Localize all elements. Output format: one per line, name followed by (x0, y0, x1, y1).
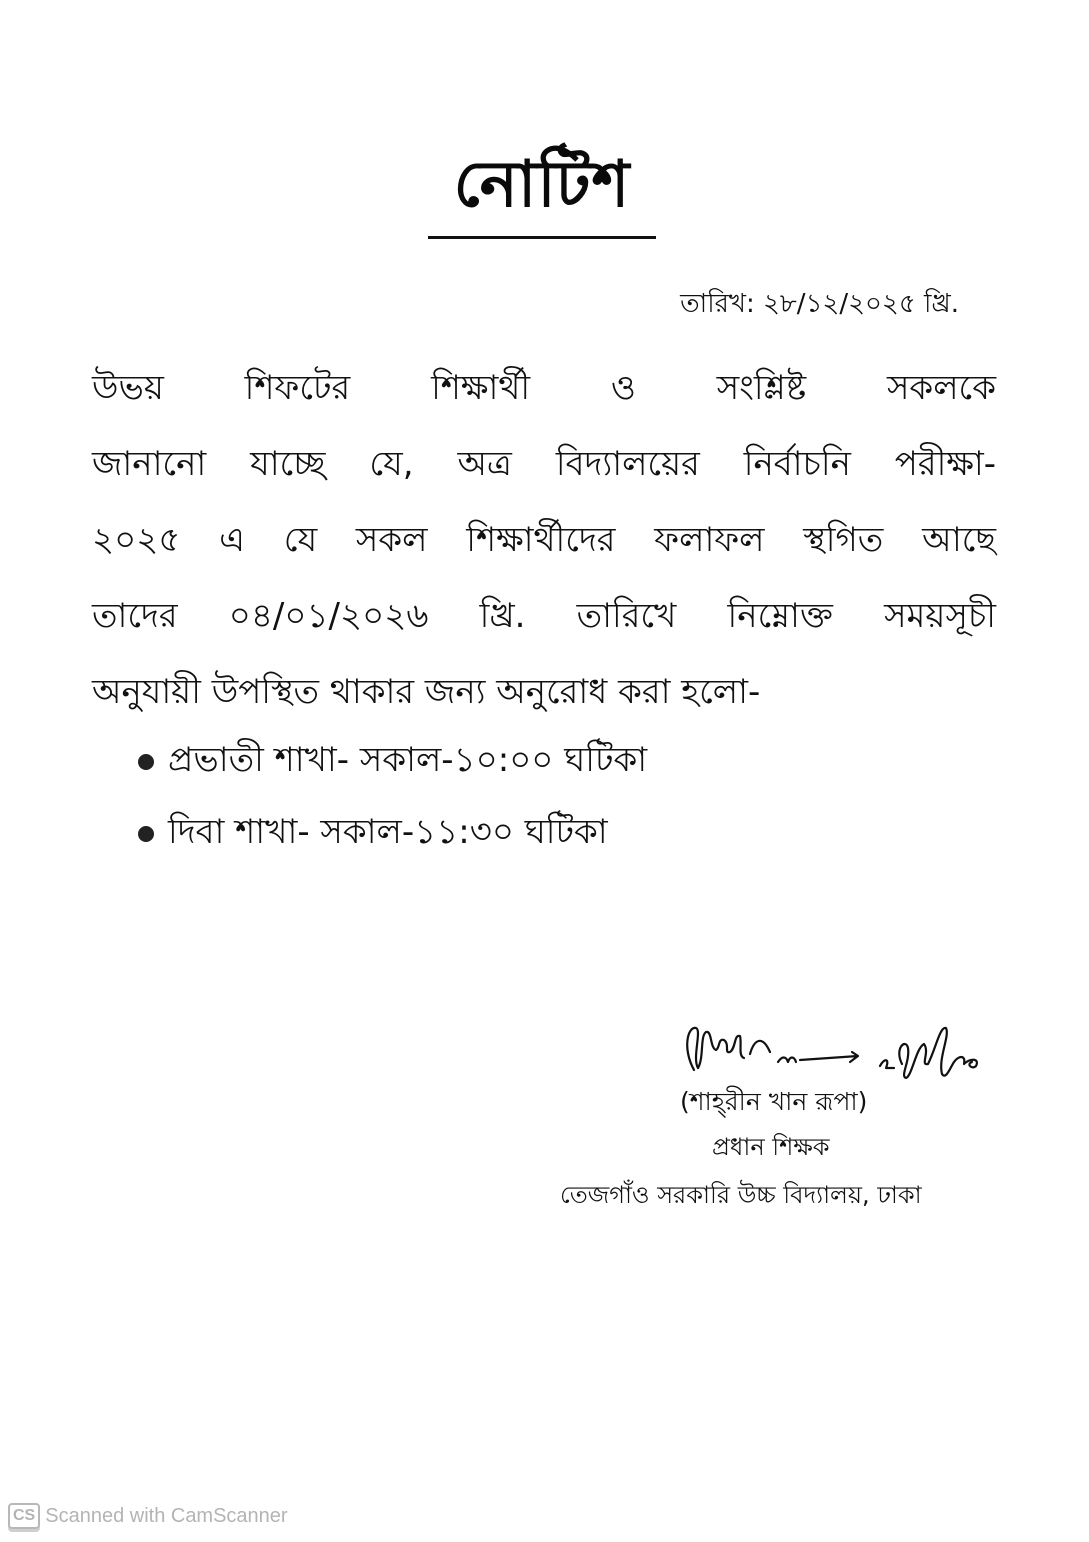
notice-title: নোটিশ (453, 148, 631, 222)
handwritten-signature-icon (680, 1018, 1010, 1088)
schedule-list (138, 726, 647, 870)
schedule-text: দিবা শাখা- সকাল-১১:৩০ ঘটিকা (168, 811, 608, 852)
body-line: জানানো যাচ্ছে যে, অত্র বিদ্যালয়ের নির্বাচনি পরীক্ষা- (92, 444, 996, 484)
notice-date: তারিখ: ২৮/১২/২০২৫ খ্রি. (680, 289, 959, 319)
notice-body (92, 350, 996, 730)
signatory-designation: প্রধান শিক্ষক (712, 1133, 830, 1161)
schedule-text: প্রভাতী শাখা- সকাল-১০:০০ ঘটিকা (168, 739, 648, 780)
camscanner-watermark (8, 1503, 288, 1529)
schedule-item-morning-shift (138, 726, 647, 798)
watermark-text: Scanned with CamScanner (45, 1504, 288, 1527)
body-line: তাদের ০৪/০১/২০২৬ খ্রি. তারিখে নিম্নোক্ত সময়সূচী (92, 596, 996, 636)
schedule-item-day-shift (138, 798, 647, 870)
bullet-icon (138, 754, 154, 770)
signatory-organization: তেজগাঁও সরকারি উচ্চ বিদ্যালয়, ঢাকা (560, 1181, 922, 1209)
notice-title-block (428, 140, 656, 230)
title-underline (428, 236, 656, 239)
bullet-icon (138, 826, 154, 842)
body-line: অনুযায়ী উপস্থিত থাকার জন্য অনুরোধ করা হলো- (92, 672, 761, 712)
signatory-name: (শাহ্‌রীন খান রূপা) (680, 1087, 868, 1116)
camscanner-logo-icon: CS (8, 1503, 40, 1529)
body-line: ২০২৫ এ যে সকল শিক্ষার্থীদের ফলাফল স্থগিত আছে (92, 520, 996, 560)
body-line: উভয় শিফটের শিক্ষার্থী ও সংশ্লিষ্ট সকলকে (92, 368, 996, 408)
